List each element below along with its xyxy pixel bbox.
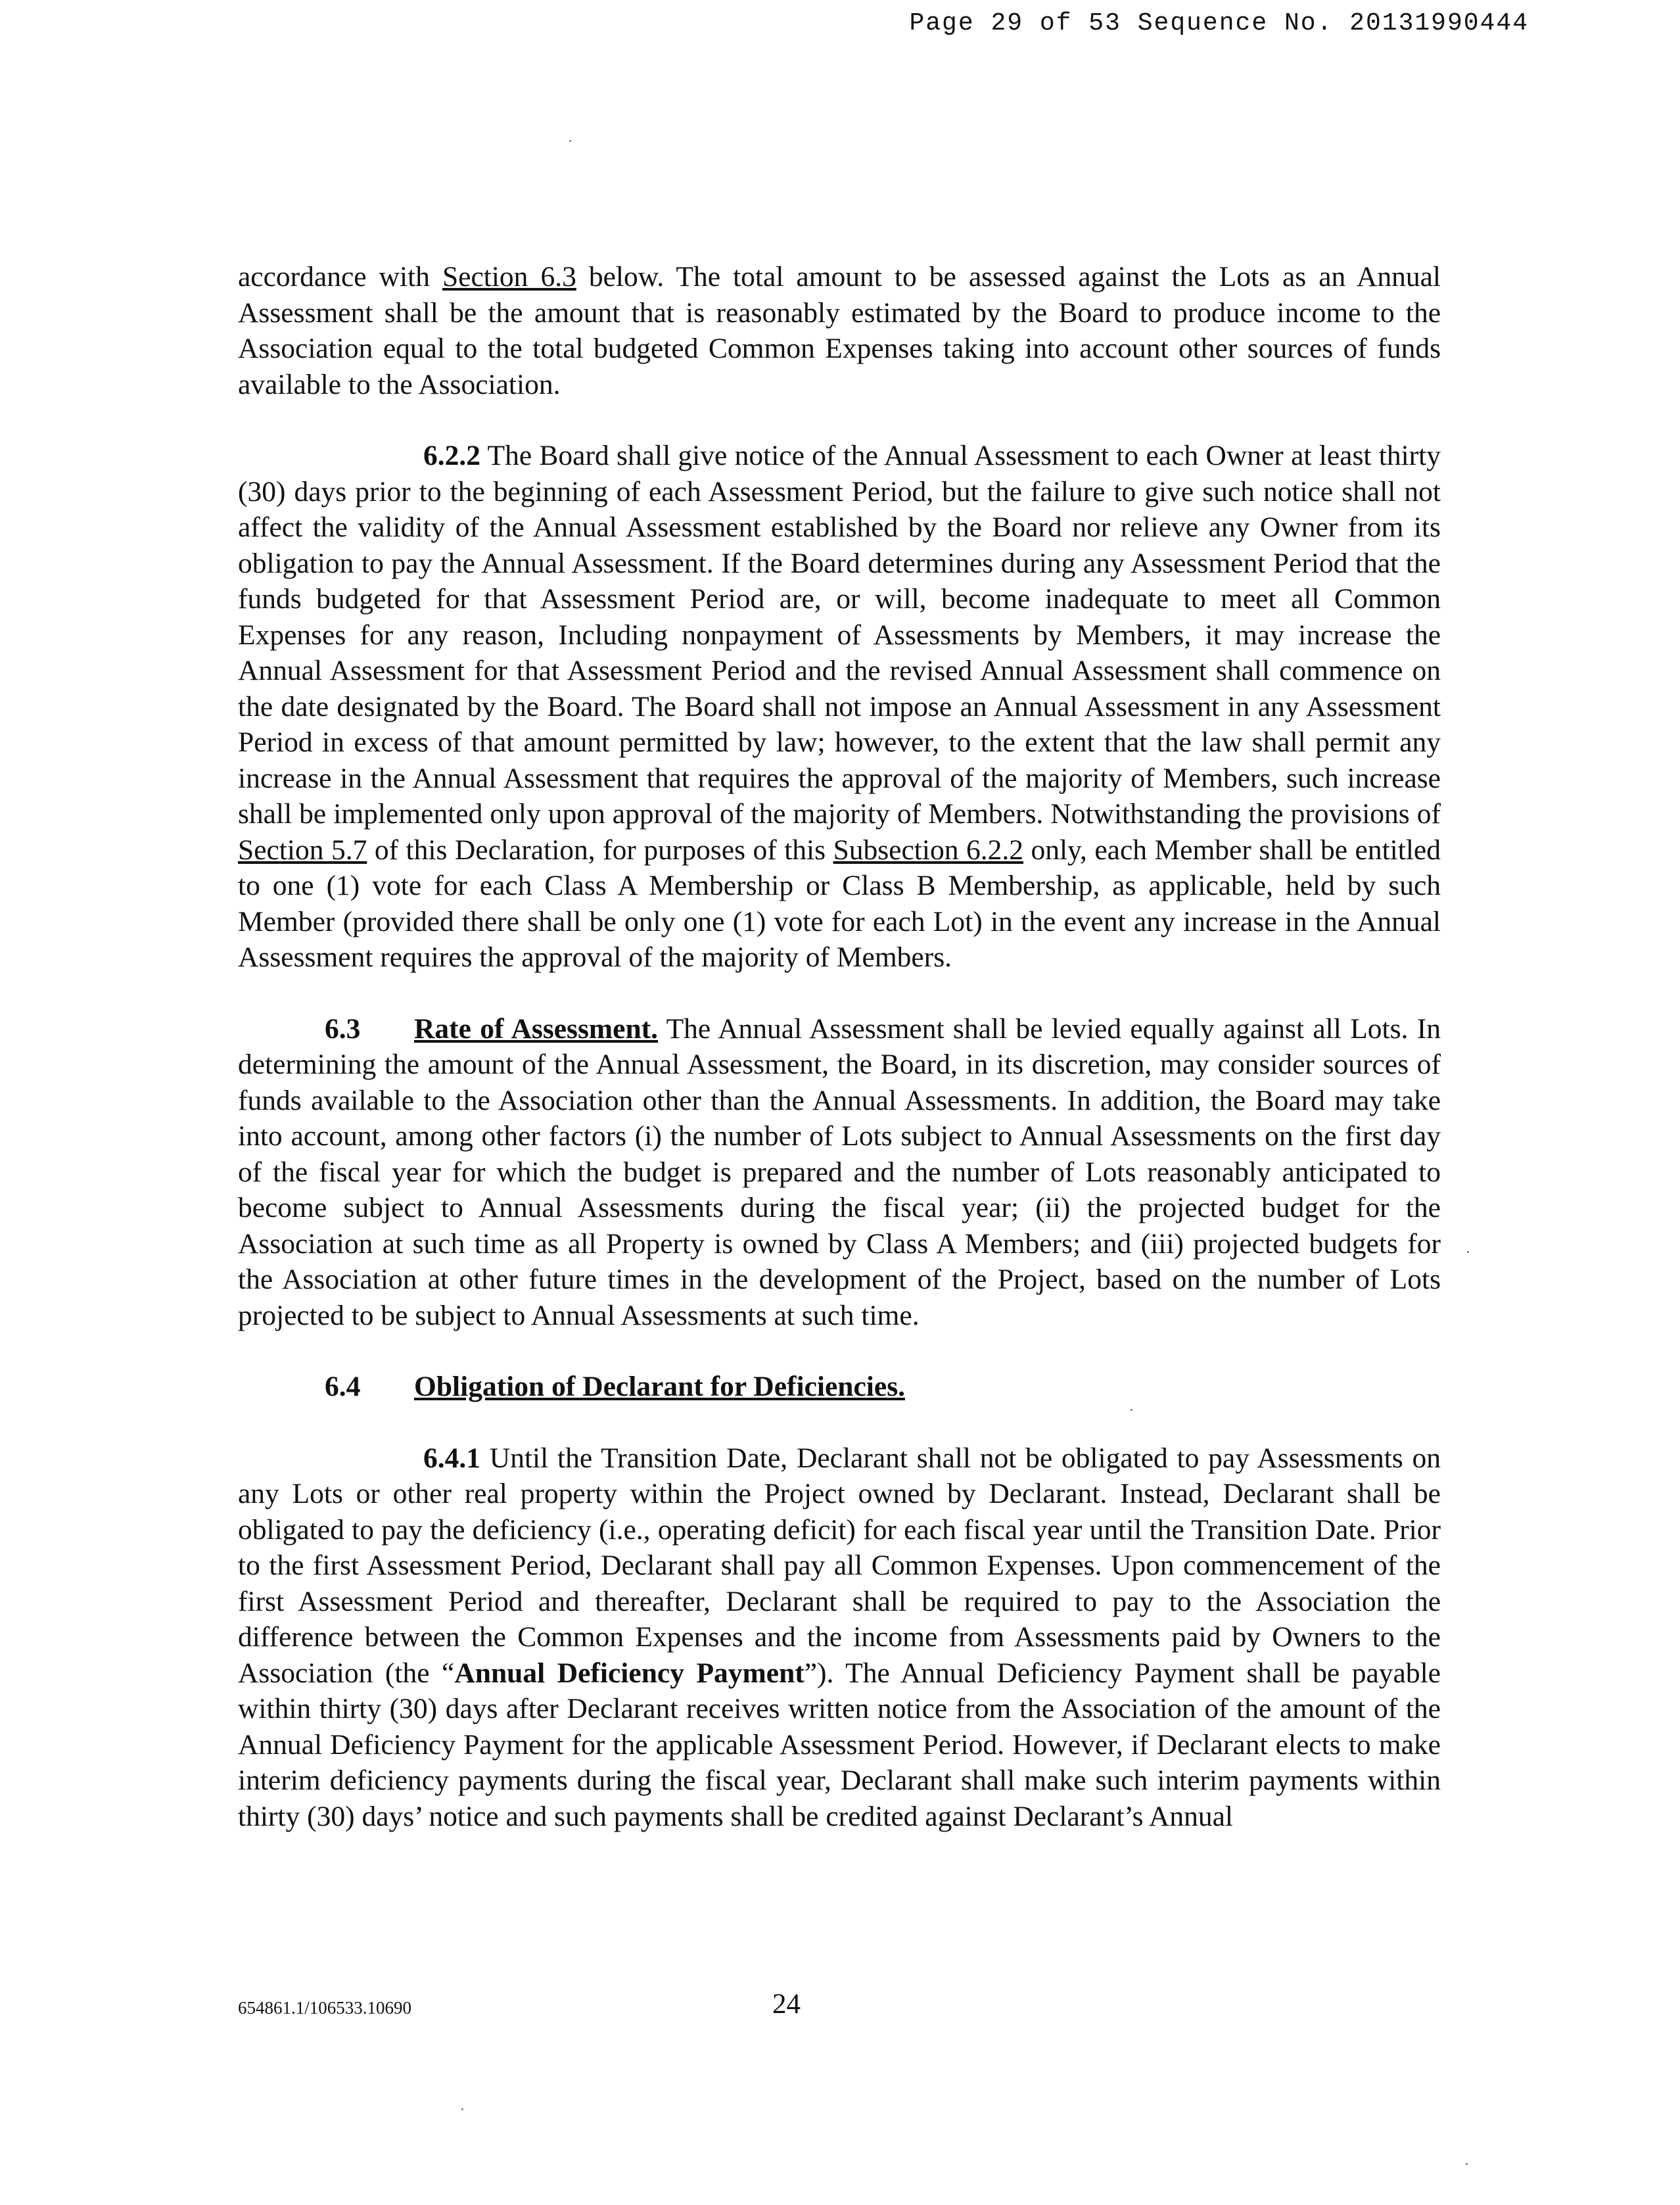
paragraph-continuation xyxy=(238,259,1441,402)
text-run: only, each Member shall be entitled to one (1) vote for each Class A Membership or Class B Membership, as applicable, held by such Member (provided there shall be only one (1) vote for each Lot) in the event any increase in the Annual Assessment requires the approval of the majority of Members. xyxy=(238,834,1441,973)
document-body xyxy=(238,259,1441,1834)
paragraph-gap xyxy=(238,402,1441,438)
text-run: ”). The Annual Deficiency Payment shall be payable within thirty (30) days after Declarant receives written notice from the Association of the amount of the Annual Deficiency Payment for the applicable Assessment Period. However, if Declarant elects to make interim deficiency payments during the fiscal year, Declarant shall make such interim payments within thirty (30) days’ notice and such payments shall be credited against Declarant’s Annual xyxy=(238,1657,1441,1832)
paragraph-6-3 xyxy=(238,1011,1441,1334)
scan-speck xyxy=(569,140,571,142)
footer-document-id: 654861.1/106533.10690 xyxy=(238,1998,412,2018)
paragraph-6-4-1 xyxy=(238,1440,1441,1835)
paragraph-6-2-2 xyxy=(238,438,1441,976)
text-run: accordance with xyxy=(238,261,442,293)
paragraph-gap xyxy=(238,1405,1441,1440)
section-reference-5-7: Section 5.7 xyxy=(238,834,367,866)
defined-term: Annual Deficiency Payment xyxy=(454,1657,805,1689)
section-number: 6.3 xyxy=(325,1012,361,1045)
scan-speck xyxy=(1467,1251,1469,1253)
section-title: Rate of Assessment. xyxy=(414,1012,659,1045)
section-heading-6-4 xyxy=(238,1369,1441,1405)
scan-speck xyxy=(461,2108,463,2110)
section-reference-6-3: Section 6.3 xyxy=(442,261,576,293)
text-run: The Board shall give notice of the Annual Assessment to each Owner at least thirty (30) days prior to the beginning of each Assessment Period, but the failure to give such notice shall not affect the validity of the Annual Assessment established by the Board nor relieve any Owner from its obligation to pay the Annual Assessment. If the Board determines during any Assessment Period that the funds budgeted for that Assessment Period are, or will, become inadequate to meet all Common Expenses for any reason, Including nonpayment of Assessments by Members, it may increase the Annual Assessment for that Assessment Period and the revised Annual Assessment shall commence on the date designated by the Board. The Board shall not impose an Annual Assessment in any Assessment Period in excess of that amount permitted by law; however, to the extent that the law shall permit any increase in the Annual Assessment that requires the approval of the majority of Members, such increase shall be implemented only upon approval of the majority of Members. Notwithstanding the provisions of xyxy=(238,440,1441,830)
section-number: 6.4 xyxy=(325,1371,361,1402)
subsection-number: 6.4.1 xyxy=(423,1442,480,1474)
subsection-reference-6-2-2: Subsection 6.2.2 xyxy=(833,834,1023,866)
scan-speck xyxy=(1466,2163,1468,2165)
scan-speck xyxy=(1131,1409,1132,1411)
text-run: of this Declaration, for purposes of this xyxy=(367,834,833,866)
footer-page-number: 24 xyxy=(772,1989,801,2020)
paragraph-gap xyxy=(238,976,1441,1011)
text-run: Until the Transition Date, Declarant shall not be obligated to pay Assessments on any Lots or other real property within the Project owned by Declarant. Instead, Declarant shall be obligated to pay the deficiency (i.e., operating deficit) for each fiscal year until the Transition Date. Prior to the first Assessment Period, Declarant shall pay all Common Expenses. Upon commencement of the first Assessment Period and thereafter, Declarant shall be required to pay to the Association the difference between the Common Expenses and the income from Assessments paid by Owners to the Association (the “ xyxy=(238,1442,1441,1689)
text-run: below. The total amount to be assessed against the Lots as an Annual Assessment shall be the amount that is reasonably estimated by the Board to produce income to the Association equal to the total budgeted Common Expenses taking into account other sources of funds available to the Association. xyxy=(238,261,1441,400)
subsection-number: 6.2.2 xyxy=(423,440,480,471)
text-run: The Annual Assessment shall be levied equally against all Lots. In determining the amount of the Annual Assessment, the Board, in its discretion, may consider sources of funds available to the Association other than the Annual Assessments. In addition, the Board may take into account, among other factors (i) the number of Lots subject to Annual Assessments on the first day of the fiscal year for which the budget is prepared and the number of Lots reasonably anticipated to become subject to Annual Assessments during the fiscal year; (ii) the projected budget for the Association at such time as all Property is owned by Class A Members; and (iii) projected budgets for the Association at other future times in the development of the Project, based on the number of Lots projected to be subject to Annual Assessments at such time. xyxy=(238,1012,1441,1331)
paragraph-gap xyxy=(238,1333,1441,1369)
section-title: Obligation of Declarant for Deficiencies. xyxy=(414,1371,905,1402)
page-header-label: Page 29 of 53 Sequence No. 20131990444 xyxy=(909,9,1529,37)
